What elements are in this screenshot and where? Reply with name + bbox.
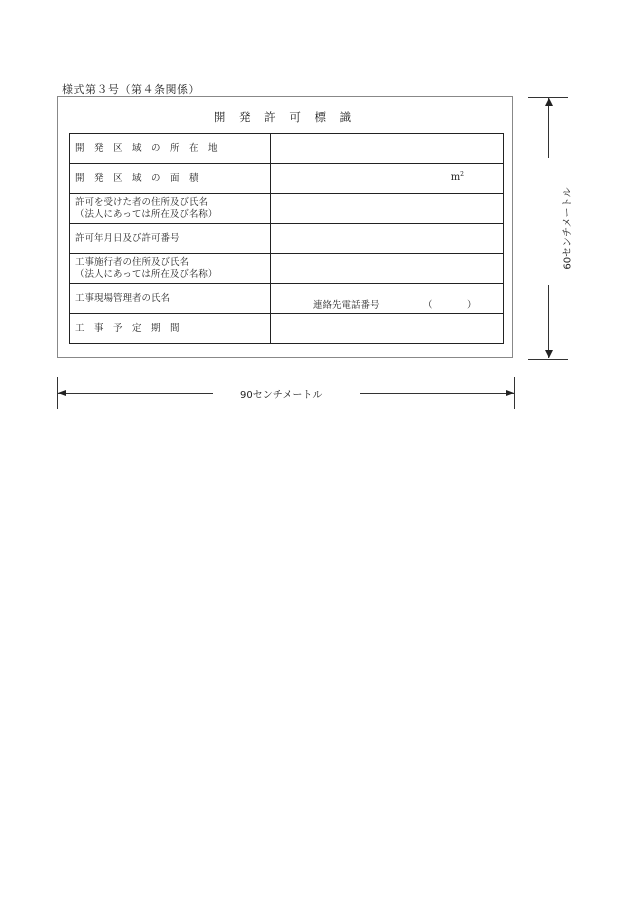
row-value-schedule	[271, 314, 504, 344]
table-row	[70, 224, 504, 254]
label-line: 許可年月日及び許可番号	[75, 232, 180, 244]
arrow-right-icon	[506, 390, 514, 396]
height-dimension-label: 60センチメートル	[562, 187, 574, 270]
row-label-area	[70, 164, 271, 194]
arrow-left-icon	[58, 390, 66, 396]
row-label-schedule	[70, 314, 271, 344]
area-unit	[451, 172, 464, 184]
label-line: 工事現場管理者の氏名	[75, 292, 171, 304]
width-dimension-label: 90センチメートル	[240, 390, 323, 401]
board-title: 開 発 許 可 標 識	[213, 110, 357, 124]
table-row	[70, 284, 504, 314]
arrow-up-icon	[545, 98, 553, 106]
sign-info-table	[69, 133, 504, 344]
row-value-permit-date	[271, 224, 504, 254]
row-label-site-manager	[70, 284, 271, 314]
label-line: 工事施行者の住所及び氏名	[75, 256, 190, 268]
row-label-location	[70, 134, 271, 164]
phone-paren-open: （	[423, 300, 433, 311]
row-label-permittee	[70, 194, 271, 224]
unit-superscript: 2	[460, 171, 464, 178]
width-dim-line-right	[360, 393, 514, 394]
label-line: 開 発 区 域 の 所 在 地	[75, 142, 218, 154]
row-value-location	[271, 134, 504, 164]
label-line-sub: （法人にあっては所在及び名称）	[75, 268, 218, 280]
table-row	[70, 314, 504, 344]
row-value-permittee	[271, 194, 504, 224]
label-line: 開 発 区 域 の 面 積	[75, 172, 199, 184]
row-label-permit-date	[70, 224, 271, 254]
arrow-down-icon	[545, 350, 553, 358]
row-value-area	[271, 164, 504, 194]
table-row	[70, 254, 504, 284]
table-row	[70, 194, 504, 224]
width-dim-line-left	[58, 393, 213, 394]
phone-label: 連絡先電話番号	[313, 300, 380, 311]
height-dim-line-bottom	[548, 285, 549, 358]
row-label-contractor	[70, 254, 271, 284]
table-row	[70, 164, 504, 194]
height-dim-line-top	[548, 98, 549, 158]
label-line: 工 事 予 定 期 間	[75, 322, 180, 334]
table-row	[70, 134, 504, 164]
unit-base: m	[450, 172, 461, 183]
label-line: 許可を受けた者の住所及び氏名	[75, 196, 209, 208]
row-value-site-manager	[271, 284, 504, 314]
phone-paren-close: ）	[467, 300, 477, 311]
sign-board	[57, 96, 513, 358]
row-value-contractor	[271, 254, 504, 284]
width-dim-right-tick	[514, 377, 515, 409]
height-dim-bottom-tick	[528, 359, 568, 360]
label-line-sub: （法人にあっては所在及び名称）	[75, 208, 218, 220]
form-number-label: 様式第３号（第４条関係）	[62, 83, 200, 96]
